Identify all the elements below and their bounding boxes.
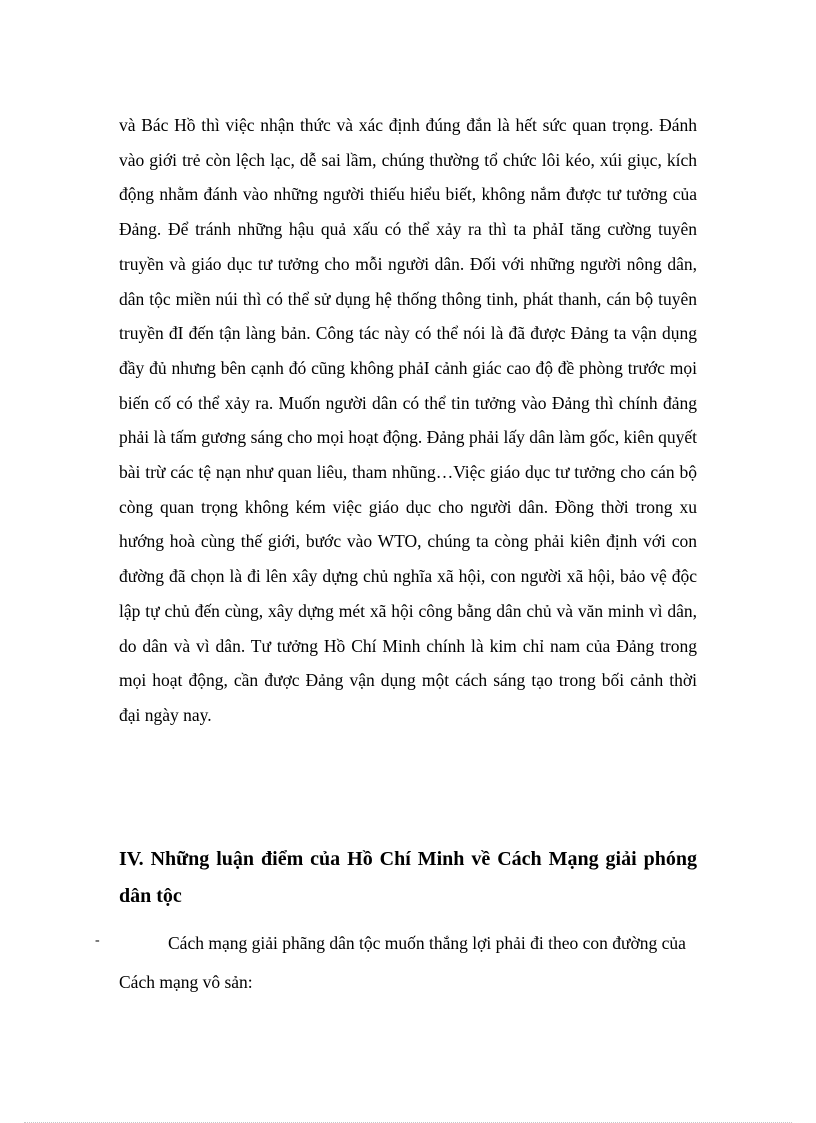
list-item-text: Cách mạng giải phãng dân tộc muốn thắng lợi phải đi theo con đường của Cách mạng vô sản: [119,933,686,992]
body-paragraph: và Bác Hồ thì việc nhận thức và xác định đúng đắn là hết sức quan trọng. Đánh vào giới trẻ còn lệch lạc, dễ sai lầm, chúng thường tổ chức lôi kéo, xúi giục, kích động nhằm đánh vào những người thiếu hiểu biết, không nắm được tư tưởng của Đảng. Để tránh những hậu quả xấu có thể xảy ra thì ta phảI tăng cường tuyên truyền và giáo dục tư tưởng cho mỗi người dân. Đối với những người nông dân, dân tộc miền núi thì có thể sử dụng hệ thống thông tinh, phát thanh, cán bộ tuyên truyền đI đến tận làng bản. Công tác này có thể nói là đã được Đảng ta vận dụng đầy đủ nhưng bên cạnh đó cũng không phảI cảnh giác cao độ đề phòng trước mọi biến cố có thể xảy ra. Muốn người dân có thể tin tưởng vào Đảng thì chính đảng phải là tấm gương sáng cho mọi hoạt động. Đảng phải lấy dân làm gốc, kiên quyết bài trừ các tệ nạn như quan liêu, tham nhũng…Việc giáo dục tư tưởng cho cán bộ còng quan trọng không kém việc giáo dục cho người dân. Đồng thời trong xu hướng hoà cùng thế giới, bước vào WTO, chúng ta còng phải kiên định với con đường đã chọn là đi lên xây dựng chủ nghĩa xã hội, con người xã hội, bảo vệ độc lập tự chủ đến cùng, xây dựng mét xã hội công bằng dân chủ và văn minh vì dân, do dân và vì dân. Tư tưởng Hồ Chí Minh chính là kim chỉ nam của Đảng trong mọi hoạt động, cần được Đảng vận dụng một cách sáng tạo trong bối cảnh thời đại ngày nay. [119,115,697,725]
list-dash-marker: - [95,933,100,948]
section-heading: IV. Những luận điểm của Hồ Chí Minh về Cách Mạng giải phóng dân tộc [119,848,697,907]
